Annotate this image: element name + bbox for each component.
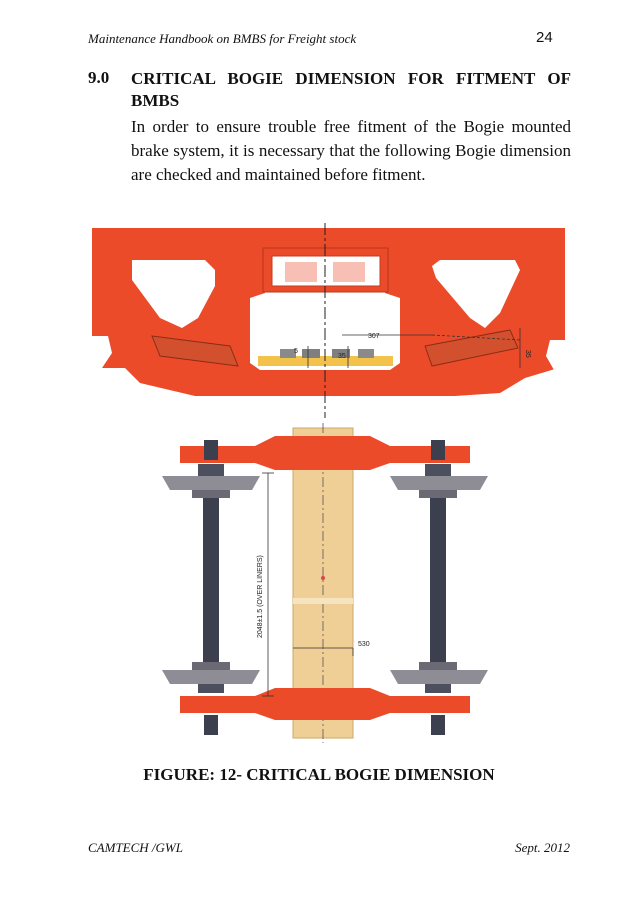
footer-date: Sept. 2012 bbox=[515, 840, 570, 855]
dim-307-label: 307 bbox=[368, 333, 380, 340]
section-paragraph: In order to ensure trouble free fitment of the Bogie mounted brake system, it is necessary that the following Bogie dimension are checked and maintained before fitment. bbox=[131, 117, 571, 184]
dim-left-label: 5 bbox=[294, 348, 298, 355]
running-header: Maintenance Handbook on BMBS for Freight stock bbox=[88, 31, 357, 46]
bogie-plan-drawing bbox=[162, 423, 488, 743]
figure-caption: FIGURE: 12- CRITICAL BOGIE DIMENSION bbox=[143, 765, 495, 784]
dim-span-label: 2048±1.5 (OVER LINERS) bbox=[257, 555, 264, 638]
page-number: 24 bbox=[536, 29, 553, 46]
bogie-figure bbox=[80, 218, 570, 743]
dim-35-side-label: 35 bbox=[524, 350, 531, 358]
section-title: CRITICAL BOGIE DIMENSION FOR FITMENT OF BMBS bbox=[131, 69, 571, 110]
section-number: 9.0 bbox=[88, 68, 110, 87]
dim-530-label: 530 bbox=[358, 641, 370, 648]
dim-mid-label: 35 bbox=[338, 353, 346, 360]
footer-left: CAMTECH /GWL bbox=[88, 840, 183, 855]
side-frame-drawing bbox=[92, 223, 565, 418]
